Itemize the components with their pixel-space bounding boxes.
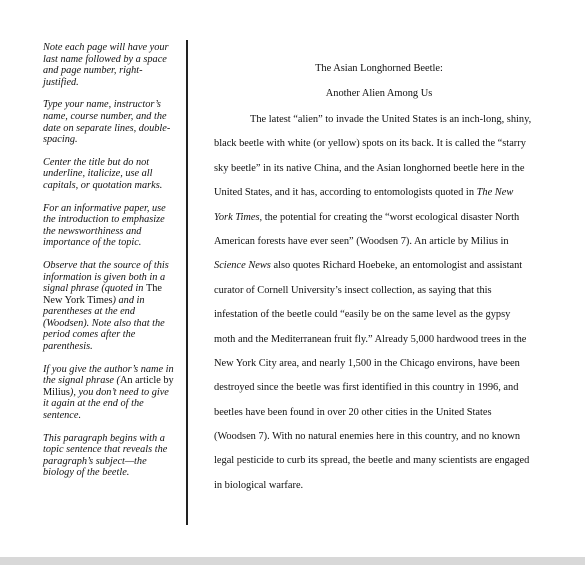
essay-line: moth and the Mediterranean fruit fly.” Already 5,000 hardwood trees in the [214,333,527,345]
essay-line: United States, and it has, according to entomologists quoted in The New [214,187,514,199]
essay-line: beetles have been found in over 20 other cities in the United States [214,406,492,418]
essay-title: The Asian Longhorned Beetle: [315,63,443,74]
essay-subtitle: Another Alien Among Us [325,88,433,99]
essay-line: Science News also quotes Richard Hoebeke, an entomologist and assistant [214,260,523,272]
essay-line: The latest “alien” to invade the United States is an inch-long, shiny, [250,114,532,125]
margin-note: Center the title but do not underline, italicize, use all capitals, or quotation marks. [43,156,163,191]
essay-line: curator of Cornell University’s insect collection, as saying that this [214,284,492,296]
page-bottom-edge [0,557,585,565]
essay-line: legal pesticide to curb its spread, the beetle and many scientists are engaged [214,455,530,467]
essay-line: (Woodsen 7). With no natural enemies here in this country, and no known [214,431,521,443]
essay-line: York Times, the potential for creating the “worst ecological disaster North [214,211,520,223]
essay-line: infestation of the beetle could “easily be on the same level as the gypsy [214,309,511,321]
margin-note: Type your name, instructor’s name, course number, and the date on separate lines, double-spacing. [43,99,171,146]
essay-line: destroyed since the beetle was first identified in this country in 1996, and [214,382,519,394]
margin-notes [43,42,175,490]
vertical-divider [186,40,188,525]
essay-line: American forests have ever seen” (Woodsen 7). An article by Milius in [214,235,509,247]
margin-note: Note each page will have your last name followed by a space and page number, right-justified. [43,42,169,88]
margin-note: If you give the author’s name in the signal phrase (An article by Milius), you don’t need to give it again at the end of the sentence. [43,363,174,422]
essay-body [214,60,544,498]
margin-note: For an informative paper, use the introduction to emphasize the newsworthiness and importance of the topic. [43,202,166,249]
margin-note: This paragraph begins with a topic sentence that reveals the paragraph’s subject—the biology of the beetle. [43,432,168,479]
essay-line: black beetle with white (or yellow) spots on its back. It is called the “starry [214,138,526,150]
essay-line: sky beetle” in its native China, and the Asian longhorned beetle here in the [214,162,525,174]
essay-line: New York City area, and nearly 1,500 in the Chicago environs, have been [214,357,520,369]
margin-note: Observe that the source of this information is given both in a signal phrase (quoted in The New York Times) and in parentheses at the end (Woodsen). Note also that the period comes after the parenthesis. [43,259,169,353]
essay-line: in biological warfare. [214,479,304,491]
